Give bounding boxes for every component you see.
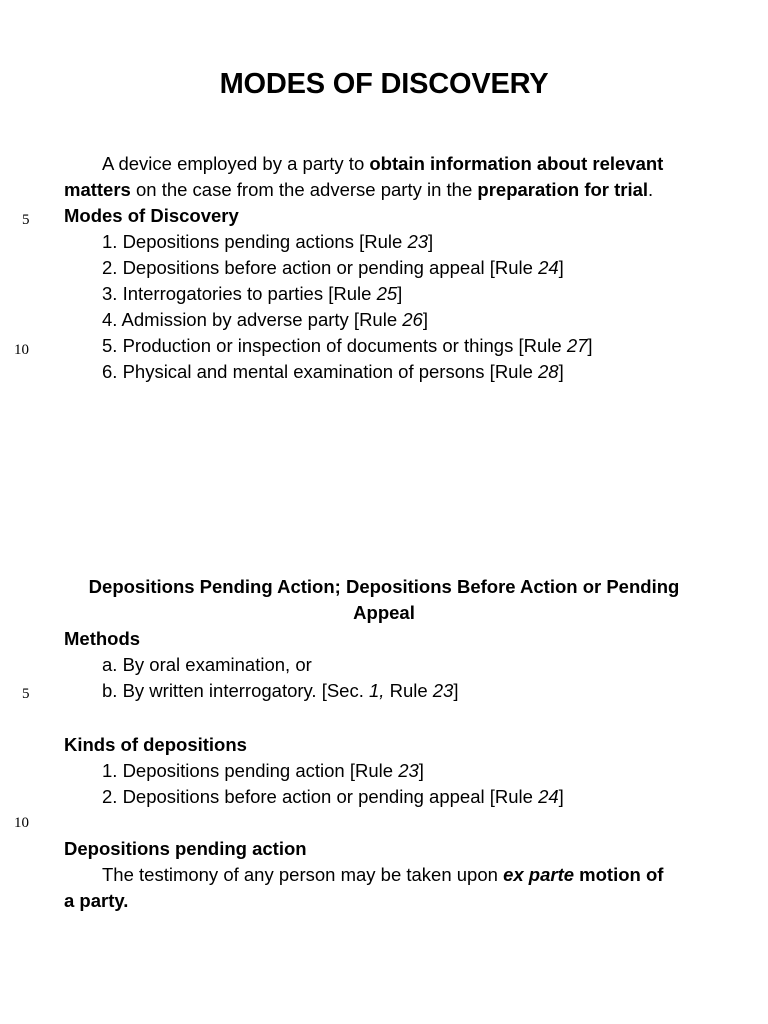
method-text: Rule: [384, 680, 433, 701]
line-number: 10: [14, 815, 29, 831]
mode-rule: 25: [376, 283, 398, 304]
method-item: [102, 678, 458, 704]
intro-line-1: [102, 151, 663, 177]
dpa-line-2: a party.: [64, 890, 129, 911]
mode-rule: 27: [566, 335, 588, 356]
mode-end: ]: [397, 283, 403, 304]
intro-text: .: [648, 179, 654, 200]
mode-item: [102, 229, 433, 255]
mode-item: [102, 333, 593, 359]
line-number: 5: [22, 686, 30, 702]
method-end: ]: [453, 680, 459, 701]
mode-text: 4. Admission by adverse party [Rule: [102, 309, 403, 330]
intro-emphasis: obtain information about relevant: [369, 153, 664, 174]
dpa-heading: Depositions pending action: [64, 838, 307, 859]
line-number: 10: [14, 342, 29, 358]
dpa-line-1: [102, 862, 663, 888]
intro-text: on the case from the adverse party in the: [130, 179, 478, 200]
intro-line-2: [64, 177, 653, 203]
mode-item: [102, 255, 564, 281]
kind-text: 1. Depositions pending action [Rule: [102, 760, 399, 781]
mode-text: 1. Depositions pending actions [Rule: [102, 231, 408, 252]
kind-rule: 24: [538, 786, 559, 807]
method-rule: 23: [432, 680, 454, 701]
modes-heading: Modes of Discovery: [64, 205, 239, 226]
method-section: 1,: [369, 680, 385, 701]
mode-text: 5. Production or inspection of documents or things [Rule: [102, 335, 567, 356]
mode-text: 6. Physical and mental examination of persons [Rule: [102, 361, 539, 382]
dpa-text: The testimony of any person may be taken upon: [102, 864, 504, 885]
dpa-latin-term: ex parte: [503, 864, 575, 885]
mode-end: ]: [558, 257, 564, 278]
mode-rule: 23: [407, 231, 429, 252]
mode-text: 2. Depositions before action or pending appeal [Rule: [102, 257, 539, 278]
kind-item: [102, 784, 564, 810]
mode-item: [102, 281, 402, 307]
line-number: 5: [22, 212, 30, 228]
mode-rule: 24: [538, 257, 559, 278]
kinds-heading: Kinds of depositions: [64, 734, 247, 755]
mode-end: ]: [422, 309, 428, 330]
section-title-line-1: Depositions Pending Action; Depositions Before Action or Pending: [88, 576, 680, 597]
mode-rule: 28: [538, 361, 559, 382]
mode-item: [102, 307, 428, 333]
intro-emphasis: preparation for trial: [477, 179, 649, 200]
kind-end: ]: [418, 760, 424, 781]
kind-text: 2. Depositions before action or pending appeal [Rule: [102, 786, 539, 807]
intro-text: A device employed by a party to: [102, 153, 370, 174]
kind-item: [102, 758, 424, 784]
kind-rule: 23: [398, 760, 419, 781]
method-text: b. By written interrogatory. [Sec.: [102, 680, 369, 701]
section-title-line-2: Appeal: [353, 602, 415, 623]
mode-end: ]: [587, 335, 593, 356]
kind-end: ]: [558, 786, 564, 807]
mode-text: 3. Interrogatories to parties [Rule: [102, 283, 377, 304]
methods-heading: Methods: [64, 628, 141, 649]
page-title: MODES OF DISCOVERY: [219, 68, 549, 100]
mode-end: ]: [558, 361, 564, 382]
mode-rule: 26: [402, 309, 423, 330]
intro-emphasis: matters: [64, 179, 131, 200]
mode-item: [102, 359, 564, 385]
mode-end: ]: [428, 231, 434, 252]
dpa-emphasis: motion of: [574, 864, 664, 885]
method-item: a. By oral examination, or: [102, 654, 312, 675]
